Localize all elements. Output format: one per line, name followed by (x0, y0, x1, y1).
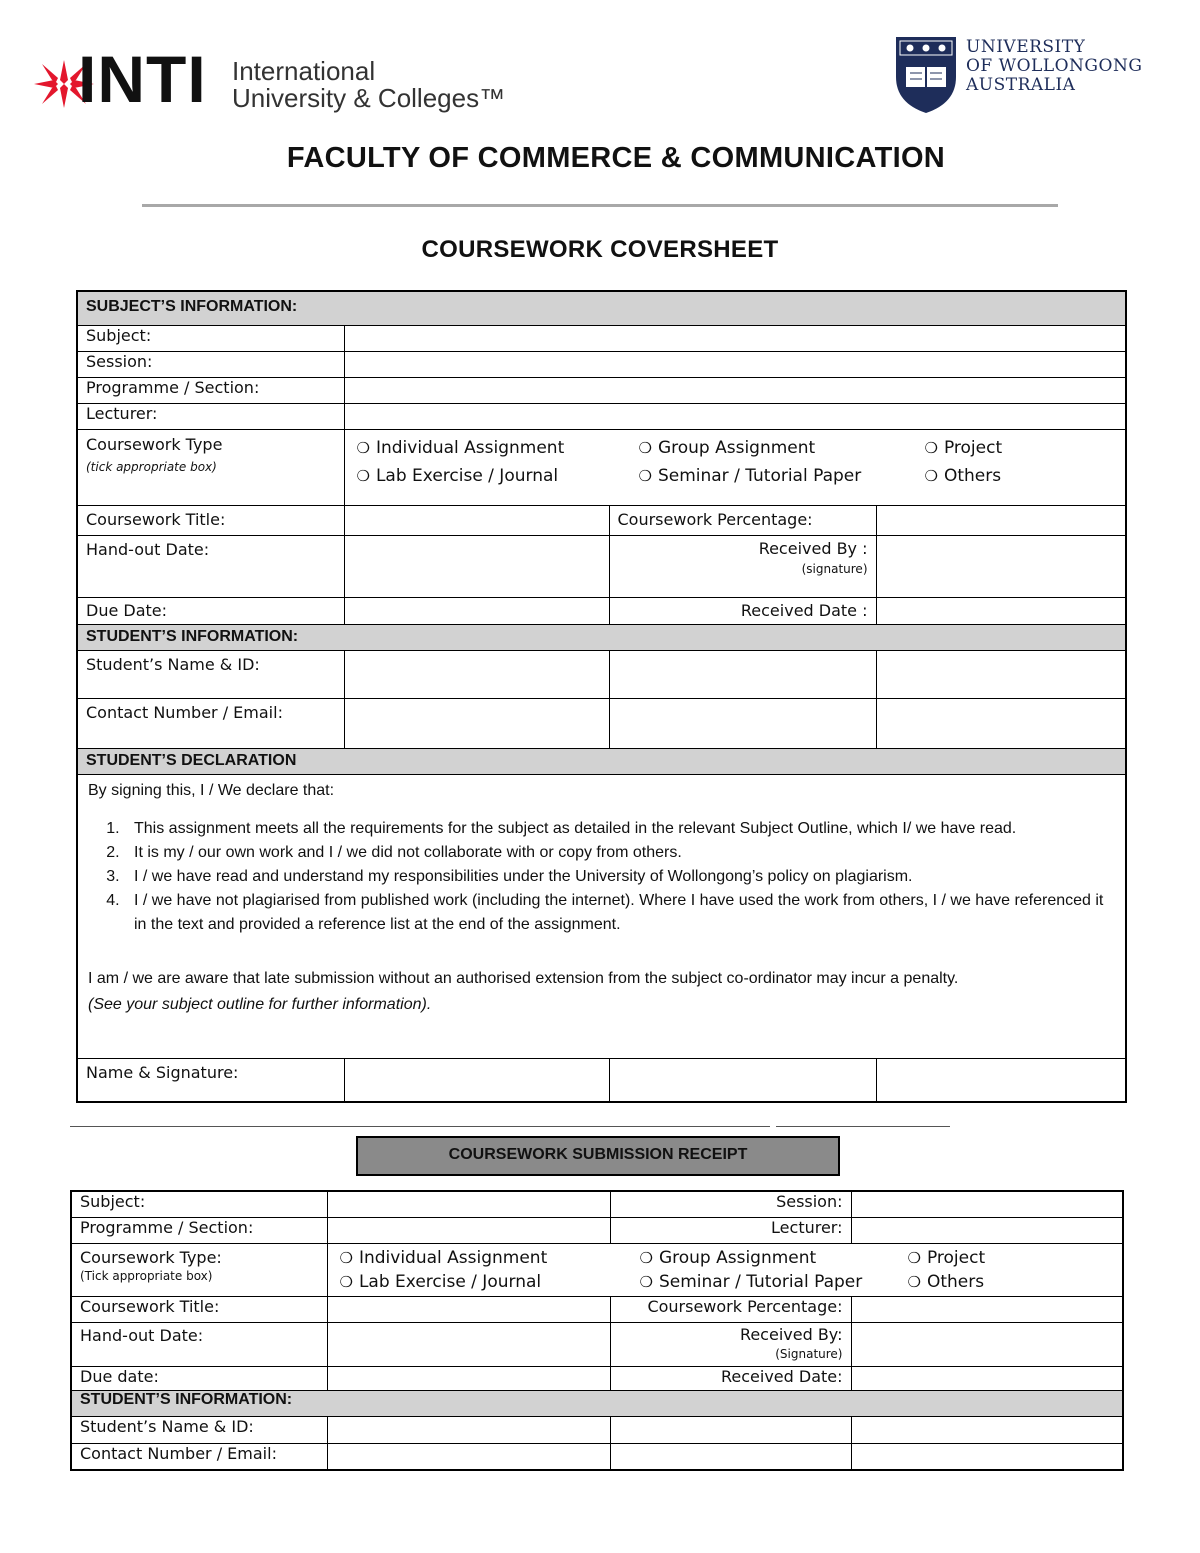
option-label: Individual Assignment (358, 1247, 548, 1268)
receipt-table (70, 1190, 1124, 1471)
subject-row (77, 325, 1126, 351)
receipt-received-date-label: Received Date: (610, 1366, 851, 1390)
option-group-assignment[interactable] (639, 434, 925, 462)
receipt-contact-field-1[interactable] (327, 1443, 610, 1470)
radio-circle-icon[interactable]: ❍ (638, 466, 652, 485)
receipt-type-label: Coursework Type: (80, 1247, 222, 1267)
receipt-option-individual-assignment[interactable] (340, 1246, 640, 1270)
programme-field[interactable] (344, 377, 1126, 403)
due-date-label: Due Date: (77, 597, 344, 624)
receipt-contact-label: Contact Number / Email: (71, 1443, 327, 1470)
option-label: Project (926, 1247, 986, 1268)
receipt-option-project[interactable] (908, 1246, 986, 1270)
receipt-lecturer-label: Lecturer: (610, 1217, 851, 1243)
programme-row (77, 377, 1126, 403)
coursework-title-field[interactable] (344, 505, 609, 535)
inti-subtitle-line1: International (232, 56, 376, 86)
student-name-row (77, 650, 1126, 698)
name-signature-row (77, 1058, 1126, 1102)
uow-wordmark (966, 38, 1142, 95)
due-date-row (77, 597, 1126, 624)
option-label: Seminar / Tutorial Paper (658, 1271, 863, 1292)
receipt-received-by-label: Received By: (739, 1324, 843, 1344)
faculty-title: FACULTY OF COMMERCE & COMMUNICATION (286, 142, 946, 174)
coursework-type-label: Coursework Type (86, 434, 223, 454)
declaration-item: 4. I / we have not plagiarised from published work (including the internet). Where I have used the work from others, I / we have referenced it in the text and provided a reference list at the end of the assignment. (124, 889, 1115, 937)
receipt-programme-row (71, 1217, 1123, 1243)
radio-circle-icon[interactable]: ❍ (907, 1248, 921, 1267)
option-label: Lab Exercise / Journal (375, 465, 559, 486)
contact-label: Contact Number / Email: (77, 698, 344, 748)
student-name-label: Student’s Name & ID: (77, 650, 344, 698)
coursework-title-label: Coursework Title: (77, 505, 344, 535)
receipt-option-others[interactable] (908, 1270, 985, 1294)
student-name-field-1[interactable] (344, 650, 609, 698)
receipt-coursework-title-field[interactable] (327, 1296, 610, 1322)
radio-circle-icon[interactable]: ❍ (924, 466, 938, 485)
receipt-contact-field-2[interactable] (610, 1443, 851, 1470)
receipt-option-group-assignment[interactable] (640, 1246, 908, 1270)
session-label: Session: (77, 351, 344, 377)
coursework-title-row (77, 505, 1126, 535)
declaration-intro: By signing this, I / We declare that: (88, 781, 335, 799)
receipt-name-field-2[interactable] (610, 1416, 851, 1443)
declaration-header-row (77, 748, 1126, 774)
radio-circle-icon[interactable]: ❍ (907, 1272, 921, 1291)
name-signature-label: Name & Signature: (77, 1058, 344, 1102)
signature-note: (signature) (801, 561, 868, 576)
receipt-due-label: Due date: (71, 1366, 327, 1390)
receipt-due-field[interactable] (327, 1366, 610, 1390)
radio-circle-icon[interactable]: ❍ (356, 438, 370, 457)
uow-line1: UNIVERSITY (966, 37, 1086, 57)
contact-field-3[interactable] (876, 698, 1126, 748)
uow-line2: OF WOLLONGONG (966, 56, 1143, 76)
name-signature-field-1[interactable] (344, 1058, 609, 1102)
receipt-subject-field[interactable] (327, 1191, 610, 1217)
receipt-name-field-1[interactable] (327, 1416, 610, 1443)
declaration-heading: STUDENT’S DECLARATION (77, 748, 1126, 774)
see-note: (See your subject outline for further information). (88, 995, 432, 1013)
radio-circle-icon[interactable]: ❍ (339, 1272, 353, 1291)
handout-date-label: Hand-out Date: (77, 535, 344, 597)
receipt-lecturer-field[interactable] (851, 1217, 1123, 1243)
radio-circle-icon[interactable]: ❍ (639, 1248, 653, 1267)
received-by-label: Received By : (758, 538, 868, 558)
receipt-name-label: Student’s Name & ID: (71, 1416, 327, 1443)
subject-field[interactable] (344, 325, 1126, 351)
coursework-type-row (77, 429, 1126, 505)
declaration-item: 2. It is my / our own work and I / we did not collaborate with or copy from others. (124, 841, 1115, 865)
student-info-heading: STUDENT’S INFORMATION: (77, 624, 1126, 650)
receipt-received-by-cell (610, 1322, 851, 1366)
receipt-name-field-3[interactable] (851, 1416, 1123, 1443)
option-project[interactable] (925, 434, 1003, 462)
receipt-type-label-cell (71, 1243, 327, 1296)
receipt-received-by-field[interactable] (851, 1322, 1123, 1366)
receipt-programme-field[interactable] (327, 1217, 610, 1243)
received-date-label: Received Date : (609, 597, 876, 624)
receipt-subject-row (71, 1191, 1123, 1217)
uow-line3: AUSTRALIA (966, 75, 1076, 95)
cut-line (70, 1126, 770, 1127)
receipt-contact-field-3[interactable] (851, 1443, 1123, 1470)
received-date-field[interactable] (876, 597, 1126, 624)
subject-info-header-row (77, 291, 1126, 325)
subject-info-heading: SUBJECT’S INFORMATION: (77, 291, 1126, 325)
contact-row (77, 698, 1126, 748)
option-label: Seminar / Tutorial Paper (657, 465, 862, 486)
option-seminar-tutorial[interactable] (639, 462, 925, 490)
receipt-signature-note: (Signature) (775, 1346, 843, 1361)
student-name-field-2[interactable] (609, 650, 876, 698)
receipt-name-row (71, 1416, 1123, 1443)
option-others[interactable] (925, 462, 1002, 490)
option-label: Individual Assignment (375, 437, 565, 458)
handout-row (77, 535, 1126, 597)
radio-circle-icon[interactable]: ❍ (924, 438, 938, 457)
session-field[interactable] (344, 351, 1126, 377)
coursework-type-options (344, 429, 1126, 505)
option-label: Lab Exercise / Journal (358, 1271, 542, 1292)
session-row (77, 351, 1126, 377)
handout-date-field[interactable] (344, 535, 609, 597)
receipt-contact-row (71, 1443, 1123, 1470)
header-divider (142, 204, 1058, 207)
option-label: Group Assignment (658, 1247, 817, 1268)
receipt-handout-field[interactable] (327, 1322, 610, 1366)
receipt-percentage-field[interactable] (851, 1296, 1123, 1322)
late-note: I am / we are aware that late submission without an authorised extension from the subject co-ordinator may incur a penalty. (88, 969, 959, 987)
coursework-percentage-field[interactable] (876, 505, 1126, 535)
name-signature-field-2[interactable] (609, 1058, 876, 1102)
option-label: Project (943, 437, 1003, 458)
receipt-title: COURSEWORK SUBMISSION RECEIPT (356, 1136, 840, 1176)
student-info-header-row (77, 624, 1126, 650)
programme-label: Programme / Section: (77, 377, 344, 403)
receipt-programme-label: Programme / Section: (71, 1217, 327, 1243)
coversheet-table (76, 290, 1127, 1103)
lecturer-row (77, 403, 1126, 429)
inti-subtitle-line2: University & Colleges™ (232, 83, 506, 113)
option-label: Others (926, 1271, 985, 1292)
declaration-list (88, 817, 1115, 937)
receipt-option-seminar-tutorial[interactable] (640, 1270, 908, 1294)
inti-subtitle (232, 58, 505, 112)
inti-wordmark: INTI (78, 42, 207, 116)
declaration-body-row (77, 774, 1126, 1058)
option-lab-exercise[interactable] (357, 462, 639, 490)
receipt-coursework-title-label: Coursework Title: (71, 1296, 327, 1322)
receipt-type-options (327, 1243, 1123, 1296)
receipt-due-row (71, 1366, 1123, 1390)
student-name-field-3[interactable] (876, 650, 1126, 698)
radio-circle-icon[interactable]: ❍ (638, 438, 652, 457)
receipt-session-field[interactable] (851, 1191, 1123, 1217)
contact-field-2[interactable] (609, 698, 876, 748)
due-date-field[interactable] (344, 597, 609, 624)
lecturer-label: Lecturer: (77, 403, 344, 429)
receipt-handout-row (71, 1322, 1123, 1366)
receipt-type-row (71, 1243, 1123, 1296)
receipt-title-row (71, 1296, 1123, 1322)
lecturer-field[interactable] (344, 403, 1126, 429)
radio-circle-icon[interactable]: ❍ (639, 1272, 653, 1291)
receipt-student-heading: STUDENT’S INFORMATION: (71, 1390, 1123, 1416)
tick-note: (tick appropriate box) (86, 459, 217, 474)
receipt-option-lab-exercise[interactable] (340, 1270, 640, 1294)
receipt-tick-note: (Tick appropriate box) (80, 1268, 213, 1283)
page-title: COURSEWORK COVERSHEET (421, 236, 779, 263)
option-label: Others (943, 465, 1002, 486)
declaration-item: 1. This assignment meets all the requirements for the subject as detailed in the relevant Subject Outline, which I/ we have read. (124, 817, 1115, 841)
contact-field-1[interactable] (344, 698, 609, 748)
radio-circle-icon[interactable]: ❍ (356, 466, 370, 485)
receipt-session-label: Session: (610, 1191, 851, 1217)
declaration-item: 3. I / we have read and understand my responsibilities under the University of Wollongong’s policy on plagiarism. (124, 865, 1115, 889)
subject-label: Subject: (77, 325, 344, 351)
coursework-percentage-label: Coursework Percentage: (609, 505, 876, 535)
received-by-cell (609, 535, 876, 597)
receipt-handout-label: Hand-out Date: (71, 1322, 327, 1366)
receipt-subject-label: Subject: (71, 1191, 327, 1217)
declaration-body (77, 774, 1126, 1058)
receipt-student-header-row (71, 1390, 1123, 1416)
received-by-field[interactable] (876, 535, 1126, 597)
receipt-received-date-field[interactable] (851, 1366, 1123, 1390)
option-individual-assignment[interactable] (357, 434, 639, 462)
option-label: Group Assignment (657, 437, 816, 458)
coursework-type-label-cell (77, 429, 344, 505)
receipt-percentage-label: Coursework Percentage: (610, 1296, 851, 1322)
radio-circle-icon[interactable]: ❍ (339, 1248, 353, 1267)
uow-crest-icon (892, 33, 960, 115)
name-signature-field-3[interactable] (876, 1058, 1126, 1102)
cut-line (776, 1126, 950, 1127)
